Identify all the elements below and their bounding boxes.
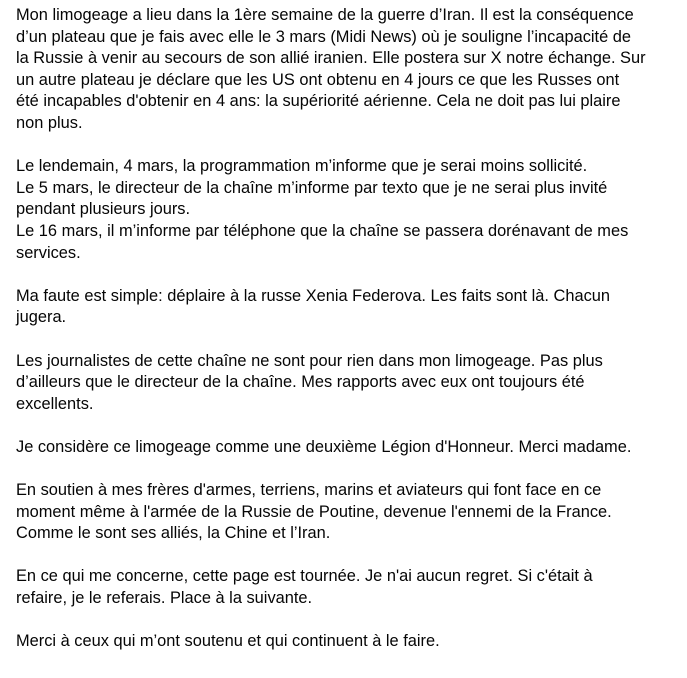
text-line: En ce qui me concerne, cette page est tournée. Je n'ai aucun regret. Si c'était à <box>16 567 593 586</box>
text-line: Le lendemain, 4 mars, la programmation m’informe que je serai moins sollicité. <box>16 157 588 176</box>
text-line: jugera. <box>16 308 67 327</box>
text-line: Les journalistes de cette chaîne ne sont pour rien dans mon limogeage. Pas plus <box>16 351 603 370</box>
post-paragraph <box>16 566 681 609</box>
post-paragraph <box>16 351 681 416</box>
text-line: services. <box>16 243 81 262</box>
text-line: la Russie à venir au secours de son allié iranien. Elle postera sur X notre échange. Sur <box>16 49 646 68</box>
text-line: non plus. <box>16 113 83 132</box>
post-paragraph <box>16 480 681 545</box>
post-text <box>16 5 681 653</box>
text-line: Le 16 mars, il m’informe par téléphone que la chaîne se passera dorénavant de mes <box>16 221 629 240</box>
text-line: moment même à l'armée de la Russie de Poutine, devenue l'ennemi de la France. <box>16 502 612 521</box>
text-line: Le 5 mars, le directeur de la chaîne m’informe par texto que je ne serai plus invité <box>16 178 608 197</box>
text-line: d’un plateau que je fais avec elle le 3 mars (Midi News) où je souligne l’incapacité de <box>16 27 631 46</box>
text-line: un autre plateau je déclare que les US ont obtenu en 4 jours ce que les Russes ont <box>16 70 620 89</box>
text-line: été incapables d'obtenir en 4 ans: la supériorité aérienne. Cela ne doit pas lui plaire <box>16 92 621 111</box>
post-paragraph <box>16 631 681 653</box>
post-paragraph <box>16 437 681 459</box>
text-line: Mon limogeage a lieu dans la 1ère semaine de la guerre d’Iran. Il est la conséquence <box>16 6 634 24</box>
post-paragraph <box>16 156 681 264</box>
post-paragraph <box>16 286 681 329</box>
text-line: Ma faute est simple: déplaire à la russe Xenia Federova. Les faits sont là. Chacun <box>16 286 611 305</box>
text-line: excellents. <box>16 394 94 413</box>
text-line: pendant plusieurs jours. <box>16 200 191 219</box>
text-line: d’ailleurs que le directeur de la chaîne. Mes rapports avec eux ont toujours été <box>16 373 585 392</box>
post-paragraph <box>16 5 681 135</box>
text-line: refaire, je le referais. Place à la suivante. <box>16 589 313 608</box>
text-line: En soutien à mes frères d'armes, terriens, marins et aviateurs qui font face en ce <box>16 481 602 500</box>
text-line: Je considère ce limogeage comme une deuxième Légion d'Honneur. Merci madame. <box>16 437 632 456</box>
text-line: Comme le sont ses alliés, la Chine et l’Iran. <box>16 524 331 543</box>
text-line: Merci à ceux qui m’ont soutenu et qui continuent à le faire. <box>16 632 440 651</box>
